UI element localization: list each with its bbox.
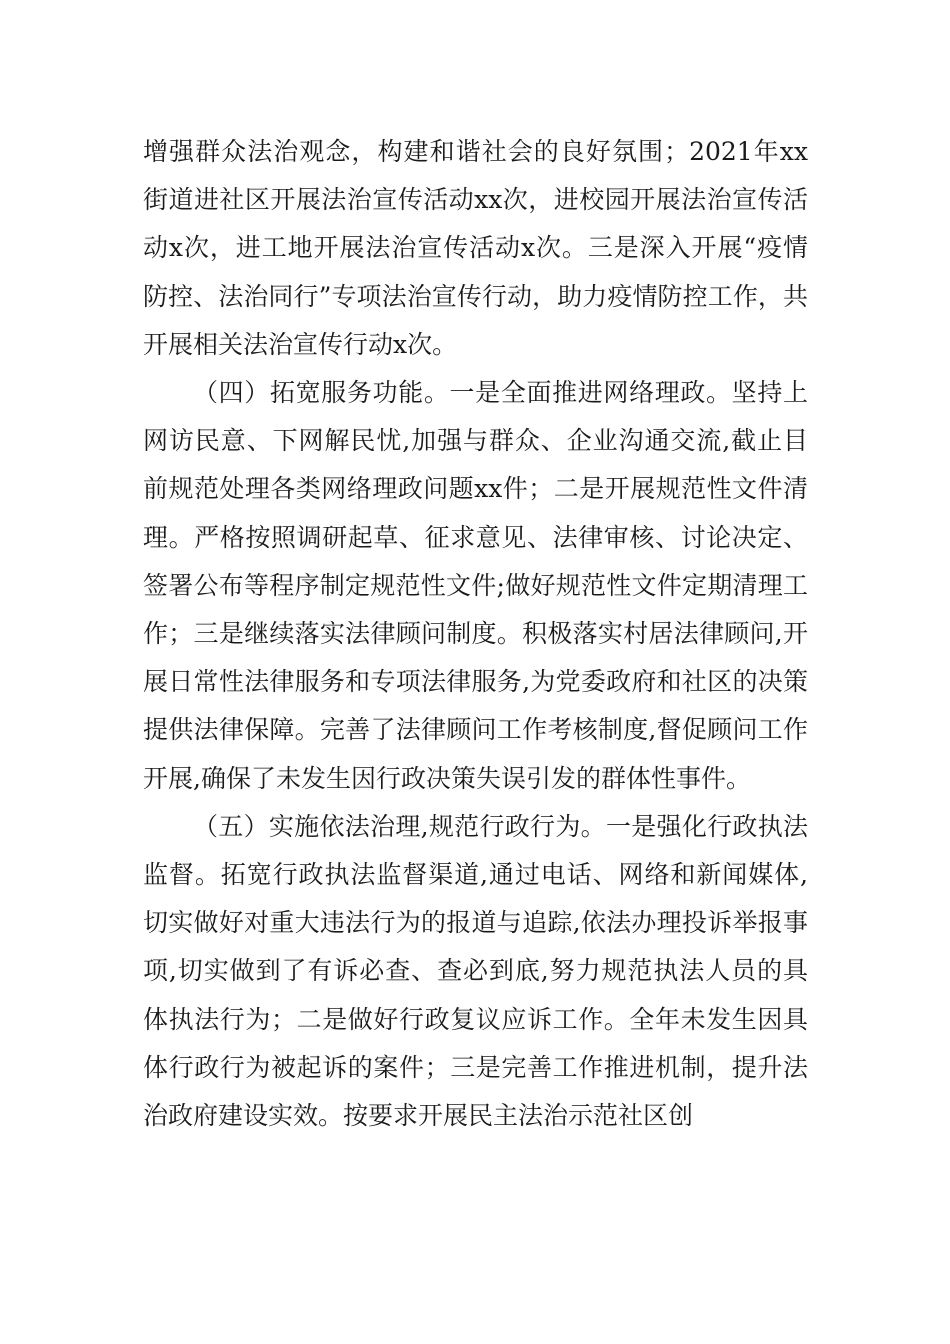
paragraph-service-functions: （四）拓宽服务功能。一是全面推进网络理政。坚持上网访民意、下网解民忧,加强与群众、企业沟通交流,截止目前规范处理各类网络理政问题xx件；二是开展规范性文件清理。严格按照调研起草、征求意见、法律审核、讨论决定、签署公布等程序制定规范性文件;做好规范性文件定期清理工作；三是继续落实法律顾问制度。积极落实村居法律顾问,开展日常性法律服务和专项法律服务,为党委政府和社区的决策提供法律保障。完善了法律顾问工作考核制度,督促顾问工作开展,确保了未发生因行政决策失误引发的群体性事件。: [143, 378, 808, 793]
paragraph-lawful-governance: （五）实施依法治理,规范行政行为。一是强化行政执法监督。拓宽行政执法监督渠道,通过电话、网络和新闻媒体,切实做好对重大违法行为的报道与追踪,依法办理投诉举报事项,切实做到了有诉必查、查必到底,努力规范执法人员的具体执法行为；二是做好行政复议应诉工作。全年未发生因具体行政行为被起诉的案件；三是完善工作推进机制，提升法治政府建设实效。按要求开展民主法治示范社区创: [143, 811, 808, 1131]
paragraph-legal-publicity: 增强群众法治观念，构建和谐社会的良好氛围；2021年xx街道进社区开展法治宣传活动xx次，进校园开展法治宣传活动x次，进工地开展法治宣传活动x次。三是深入开展“疫情防控、法治同行”专项法治宣传行动，助力疫情防控工作，共开展相关法治宣传行动x次。: [143, 137, 808, 359]
document-body: [143, 128, 808, 1140]
